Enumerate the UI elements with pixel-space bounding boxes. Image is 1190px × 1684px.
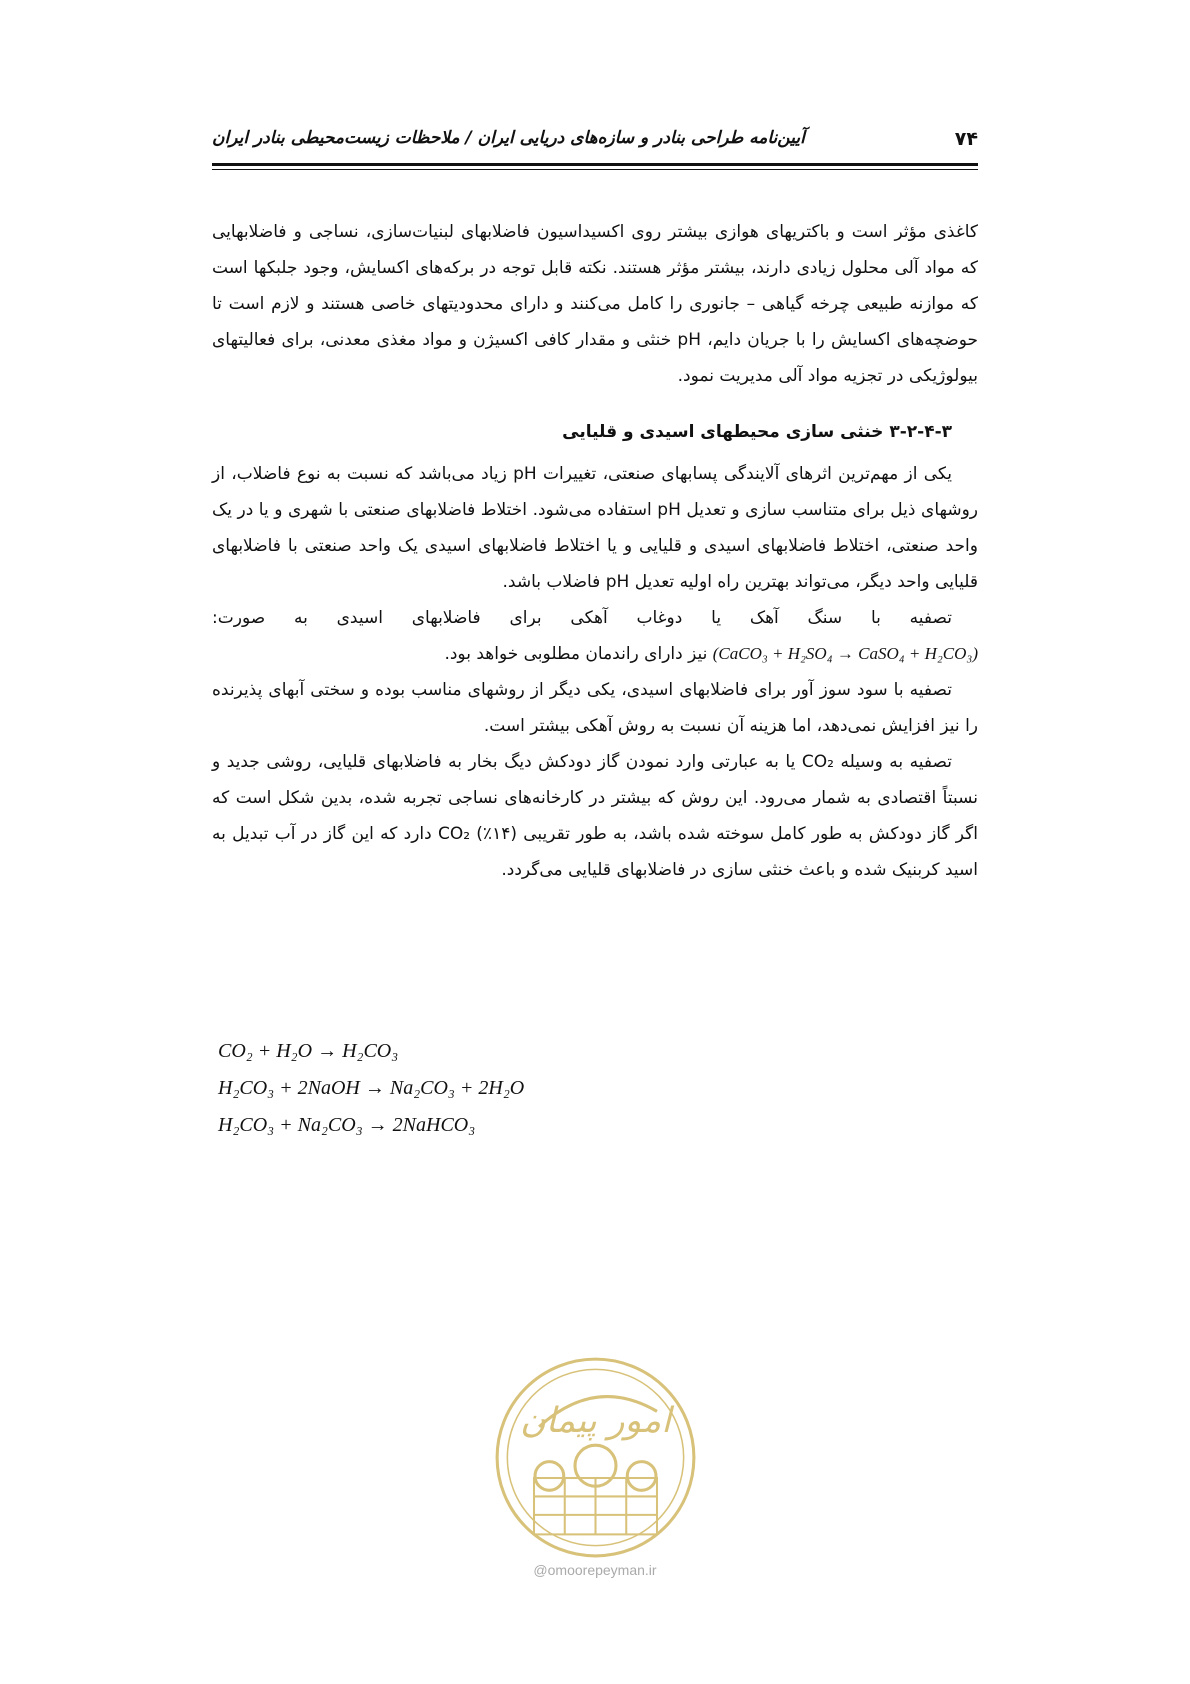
- watermark-logo: [493, 1355, 698, 1560]
- body-text: [212, 214, 978, 888]
- intro-paragraph: کاغذی مؤثر است و باکتریهای هوازی بیشتر روی اکسیداسیون فاضلابهای لبنیات‌سازی، نساجی و فاضلابهایی که مواد آلی محلول زیادی دارند، بیشتر مؤثر هستند. نکته قابل توجه در برکه‌های اکسایش، وجود جلبکها است که موازنه طبیعی چرخه گیاهی – جانوری را کامل می‌کنند و دارای محدودیتهای خاصی هستند و لازم است تا حوضچه‌های اکسایش را با جریان دایم، pH خنثی و مقدار کافی اکسیژن و مواد مغذی معدنی، برای فعالیتهای بیولوژیکی در تجزیه مواد آلی مدیریت نمود.: [212, 222, 978, 386]
- header-rule-thick: [212, 163, 978, 166]
- equations-block: [218, 1033, 524, 1144]
- equation-2: H₂CO₃ + 2NaOH → Na₂CO₃ + 2H₂O: [218, 1077, 525, 1099]
- page-header: [212, 128, 978, 162]
- paragraph-ph-intro: یکی از مهم‌ترین اثرهای آلایندگی پسابهای صنعتی، تغییرات pH زیاد می‌باشد که نسبت به نوع فاضلاب، از روشهای ذیل برای متناسب سازی و تعدیل pH استفاده می‌شود. اختلاط فاضلابهای صنعتی با شهری و یا در یک واحد صنعتی، اختلاط فاضلابهای اسیدی و قلیایی و یا اختلاط فاضلابهای اسیدی یک واحد صنعتی با فاضلابهای قلیایی واحد دیگر، می‌تواند بهترین راه اولیه تعدیل pH فاضلاب باشد.: [212, 464, 978, 592]
- equation-1: CO₂ + H₂O → H₂CO₃: [218, 1040, 399, 1062]
- paragraph-caustic-soda: تصفیه با سود سوز آور برای فاضلابهای اسیدی، یکی دیگر از روشهای مناسب بوده و سختی آبهای پذیرنده را نیز افزایش نمی‌دهد، اما هزینه آن نسبت به روش آهکی بیشتر است.: [212, 680, 978, 736]
- page-number: ۷۴: [954, 128, 978, 150]
- limestone-text-b: نیز دارای راندمان مطلوبی خواهد بود.: [444, 644, 708, 664]
- equation-3: H₂CO₃ + Na₂CO₃ → 2NaHCO₃: [218, 1114, 476, 1136]
- watermark-url: @omoorepeyman.ir: [533, 1562, 657, 1578]
- paragraph-co2: تصفیه به وسیله CO₂ یا به عبارتی وارد نمودن گاز دودکش دیگ بخار به فاضلابهای قلیایی، روشی جدید و نسبتاً اقتصادی به شمار می‌رود. این روش که بیشتر در کارخانه‌های نساجی تجربه شده، بدین شکل است که اگر گاز دودکش به طور کامل سوخته شده باشد، به طور تقریبی (۱۴٪) CO₂ دارد که این گاز در آب تبدیل به اسید کربنیک شده و باعث خنثی سازی در فاضلابهای قلیایی می‌گردد.: [212, 752, 978, 880]
- header-rule-thin: [212, 169, 978, 170]
- limestone-equation: (CaCO₃ + H₂SO₄ → CaSO₄ + H₂CO₃): [712, 644, 978, 663]
- watermark-logo-text: امور پیمان: [520, 1400, 671, 1441]
- section-heading: ۳-۲-۴-۳ خنثی سازی محیطهای اسیدی و قلیایی: [562, 422, 952, 442]
- running-title: آیین‌نامه طراحی بنادر و سازه‌های دریایی ایران / ملاحظات زیست‌محیطی بنادر ایران: [212, 128, 805, 148]
- paragraph-limestone: [212, 600, 978, 672]
- limestone-text-a: تصفیه با سنگ آهک یا دوغاب آهکی برای فاضلابهای اسیدی به صورت:: [212, 608, 952, 628]
